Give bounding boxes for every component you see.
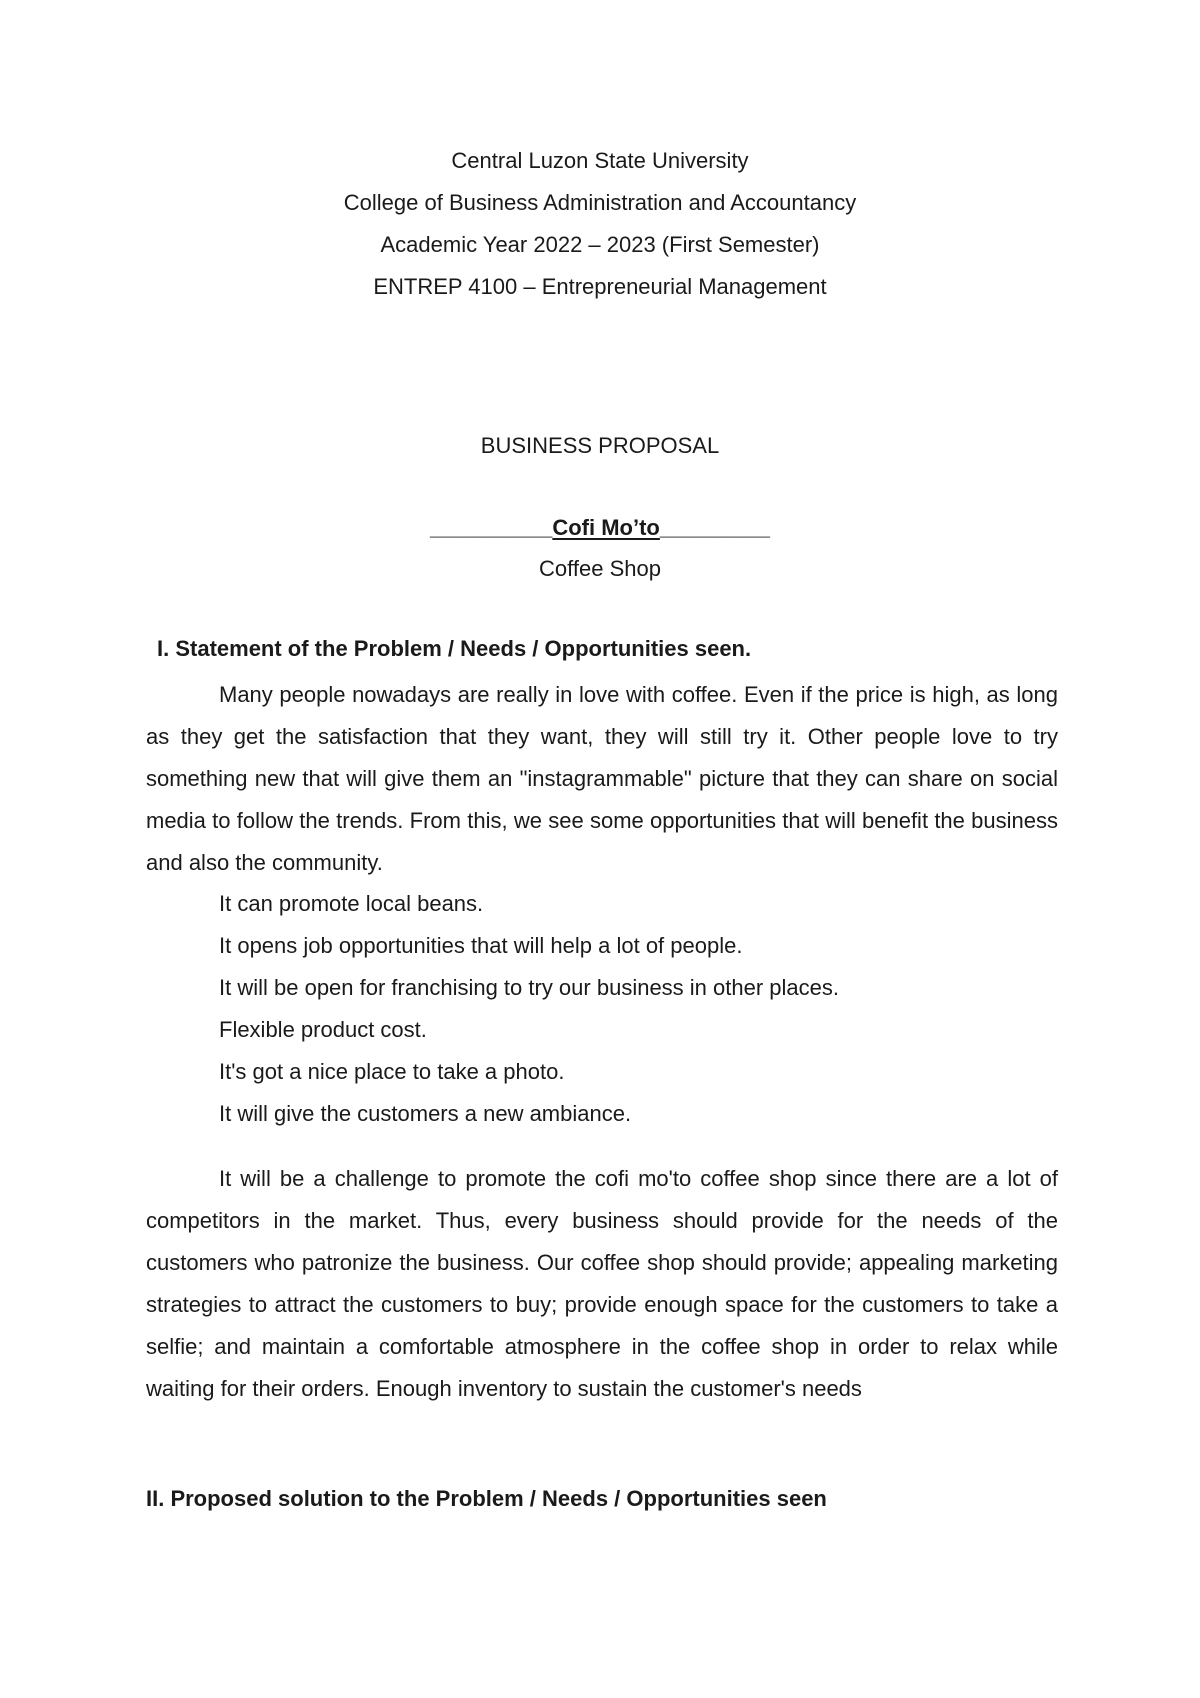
course-title: ENTREP 4100 – Entrepreneurial Management [373,274,827,299]
section-1-paragraph-1: Many people nowadays are really in love with coffee. Even if the price is high, as long as they get the satisfaction that they want, they will still try it. Other people love to try something new that will give them an "instagrammable" picture that they can share on social media to follow the trends. From this, we see some opportunities that will benefit the business and also the community. [146,682,1058,875]
business-type: Coffee Shop [539,556,661,581]
list-item: It will give the customers a new ambiance. [219,1101,632,1126]
section-1-paragraph-2: It will be a challenge to promote the cofi mo'to coffee shop since there are a lot of competitors in the market. Thus, every business should provide for the needs of the customers who patronize the business. Our coffee shop should provide; appealing marketing strategies to attract the customers to buy; provide enough space for the customers to take a selfie; and maintain a comfortable atmosphere in the coffee shop in order to relax while waiting for their orders. Enough inventory to sustain the customer's needs [146,1166,1058,1401]
list-item: It will be open for franchising to try our business in other places. [219,975,839,1000]
college-name: College of Business Administration and Accountancy [343,190,857,215]
list-item: It can promote local beans. [219,891,484,916]
document-header [0,140,1200,308]
business-name: Cofi Mo’to [552,515,660,540]
proposal-title: BUSINESS PROPOSAL [480,433,720,458]
section-1-heading: I. Statement of the Problem / Needs / Opportunities seen. [157,636,752,661]
business-name-line [0,512,1200,544]
list-item: It's got a nice place to take a photo. [219,1059,565,1084]
section-2-heading: II. Proposed solution to the Problem / Needs / Opportunities seen [146,1486,827,1511]
business-name-suffix-blank: _________ [659,515,770,540]
opportunities-list [219,883,839,1135]
university-name: Central Luzon State University [451,148,749,173]
list-item: Flexible product cost. [219,1017,427,1042]
list-item: It opens job opportunities that will help a lot of people. [219,933,743,958]
business-name-prefix-blank: __________ [429,515,553,540]
academic-year: Academic Year 2022 – 2023 (First Semester) [380,232,820,257]
